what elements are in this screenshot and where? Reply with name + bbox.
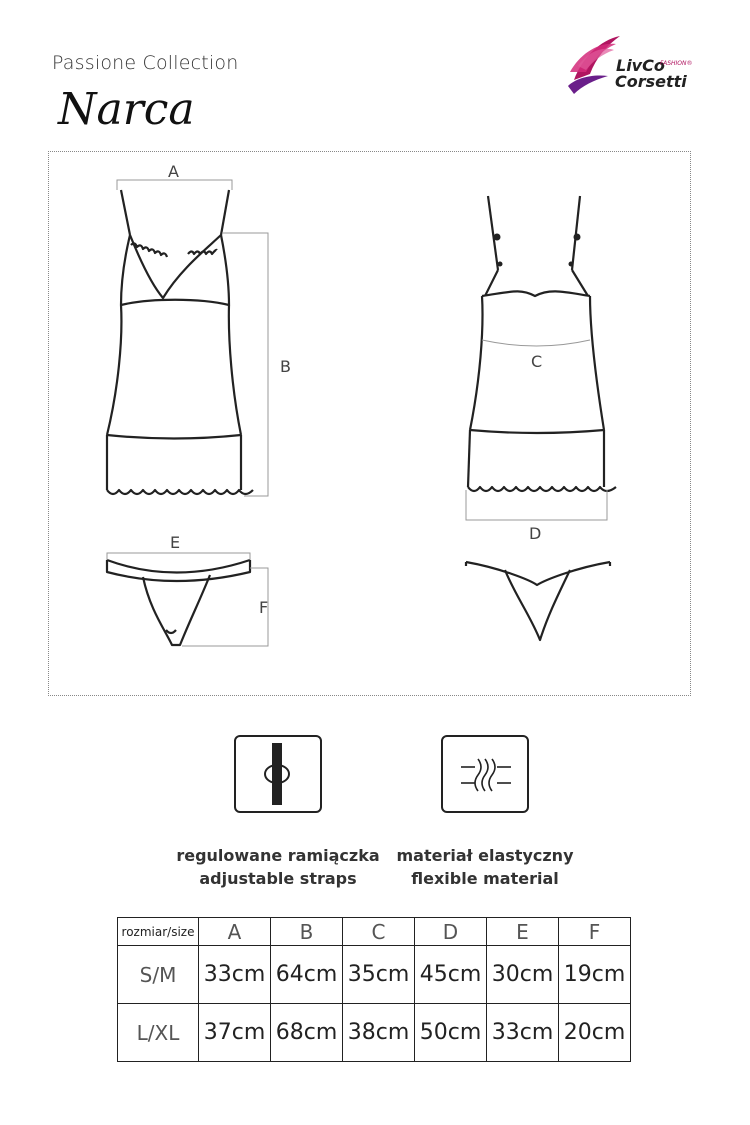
table-cell: 30cm [487, 946, 559, 1004]
table-row [118, 946, 631, 1004]
table-cell: 50cm [415, 1004, 487, 1062]
feature-label-pl: regulowane ramiączka [176, 846, 380, 865]
dimension-label-d: D [529, 524, 542, 543]
column-header: D [415, 918, 487, 946]
collection-title: Passione Collection [52, 52, 239, 74]
size-label: S/M [118, 946, 199, 1004]
chemise-back-drawing [468, 196, 616, 491]
table-cell: 45cm [415, 946, 487, 1004]
thong-back-drawing [466, 562, 610, 640]
column-header: C [343, 918, 415, 946]
dimension-label-a: A [168, 162, 179, 181]
feature-label-en: flexible material [411, 869, 559, 888]
dimension-label-f: F [259, 598, 269, 617]
dimension-label-b: B [280, 357, 291, 376]
dimension-label-e: E [170, 533, 181, 552]
table-row [118, 1004, 631, 1062]
feature-flexible-material [370, 844, 600, 890]
size-label: L/XL [118, 1004, 199, 1062]
feature-adjustable-straps [163, 844, 393, 890]
column-header: A [199, 918, 271, 946]
table-cell: 68cm [271, 1004, 343, 1062]
table-cell: 20cm [559, 1004, 631, 1062]
feature-label-en: adjustable straps [199, 869, 357, 888]
feature-label-pl: materiał elastyczny [396, 846, 574, 865]
size-table-corner: rozmiar/size [118, 918, 199, 946]
adjustable-strap-icon [234, 735, 322, 813]
table-cell: 37cm [199, 1004, 271, 1062]
table-cell: 64cm [271, 946, 343, 1004]
brand-name-line2: Corsetti [615, 72, 687, 91]
table-cell: 35cm [343, 946, 415, 1004]
size-table-header [118, 918, 631, 946]
size-table [117, 917, 631, 1062]
dimension-label-c: C [531, 352, 543, 371]
chemise-front-drawing [107, 190, 253, 494]
table-cell: 33cm [487, 1004, 559, 1062]
table-cell: 33cm [199, 946, 271, 1004]
thong-front-drawing [107, 560, 250, 645]
product-name: Narca [58, 84, 195, 135]
brand-fashion-tag: FASHION® [660, 60, 693, 67]
column-header: B [271, 918, 343, 946]
table-cell: 38cm [343, 1004, 415, 1062]
column-header: F [559, 918, 631, 946]
table-cell: 19cm [559, 946, 631, 1004]
brand-name-line1: LivCo [616, 56, 665, 75]
elastic-material-icon [441, 735, 529, 813]
column-header: E [487, 918, 559, 946]
